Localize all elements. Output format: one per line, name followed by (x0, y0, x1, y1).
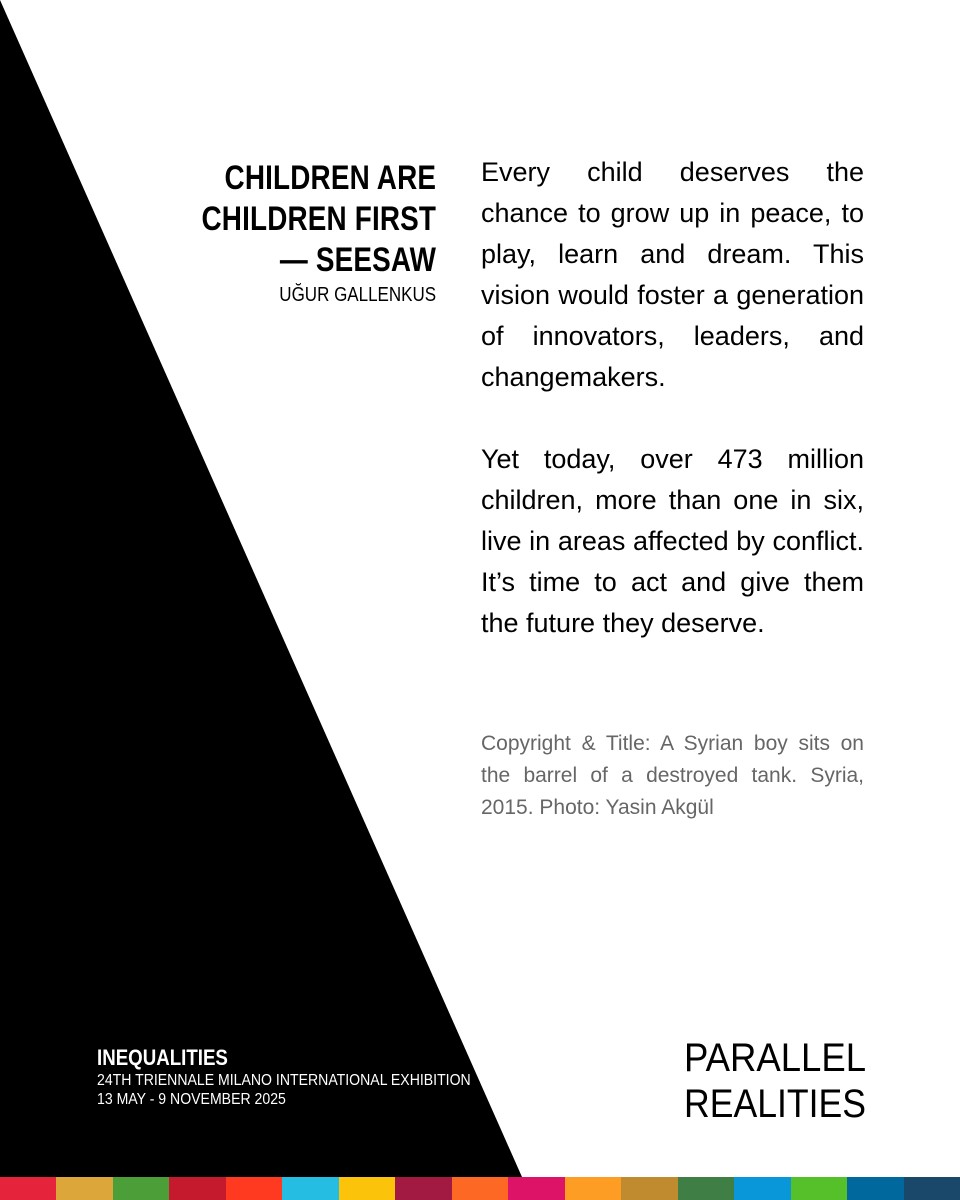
color-strip-segment (904, 1177, 960, 1200)
color-strip-segment (678, 1177, 734, 1200)
logo-text-line: REALITIES (684, 1082, 866, 1126)
body-paragraph: Yet today, over 473 million children, more than one in six, live in areas affected by conflict. It’s time to act and give them the future they deserve. (481, 444, 864, 638)
artwork-title-line: CHILDREN ARE (224, 159, 436, 197)
body-paragraph: Every child deserves the chance to grow up in peace, to play, learn and dream. This vision would foster a generation of innovators, leaders, and changemakers. (481, 157, 864, 392)
color-strip-segment (339, 1177, 395, 1200)
color-strip-segment (791, 1177, 847, 1200)
color-strip-segment (113, 1177, 169, 1200)
exhibition-subtitle: 24TH TRIENNALE MILANO INTERNATIONAL EXHIBITION (97, 1072, 471, 1089)
color-strip-segment (226, 1177, 282, 1200)
color-strip-segment (0, 1177, 56, 1200)
exhibition-title: INEQUALITIES (97, 1045, 228, 1070)
photo-caption: Copyright & Title: A Syrian boy sits on the barrel of a destroyed tank. Syria, 2015. Photo: Yasin Akgül (481, 732, 864, 819)
body-text (481, 152, 864, 685)
color-strip-segment (508, 1177, 564, 1200)
color-strip-segment (395, 1177, 451, 1200)
color-strip-segment (621, 1177, 677, 1200)
exhibition-info (97, 1045, 522, 1109)
color-strip-segment (282, 1177, 338, 1200)
color-strip-segment (56, 1177, 112, 1200)
color-strip-segment (565, 1177, 621, 1200)
color-strip-segment (847, 1177, 903, 1200)
artwork-title-line: — SEESAW (279, 241, 436, 279)
color-strip (0, 1177, 960, 1200)
color-strip-segment (734, 1177, 790, 1200)
color-strip-segment (452, 1177, 508, 1200)
exhibition-dates: 13 MAY - 9 NOVEMBER 2025 (97, 1091, 286, 1108)
artwork-title-line: CHILDREN FIRST (201, 200, 436, 238)
artwork-title-block (150, 158, 436, 307)
artist-name: UĞUR GALLENKUS (279, 284, 436, 306)
logo-text-line: PARALLEL (684, 1036, 866, 1080)
color-strip-segment (169, 1177, 225, 1200)
parallel-realities-logo (684, 1036, 866, 1126)
